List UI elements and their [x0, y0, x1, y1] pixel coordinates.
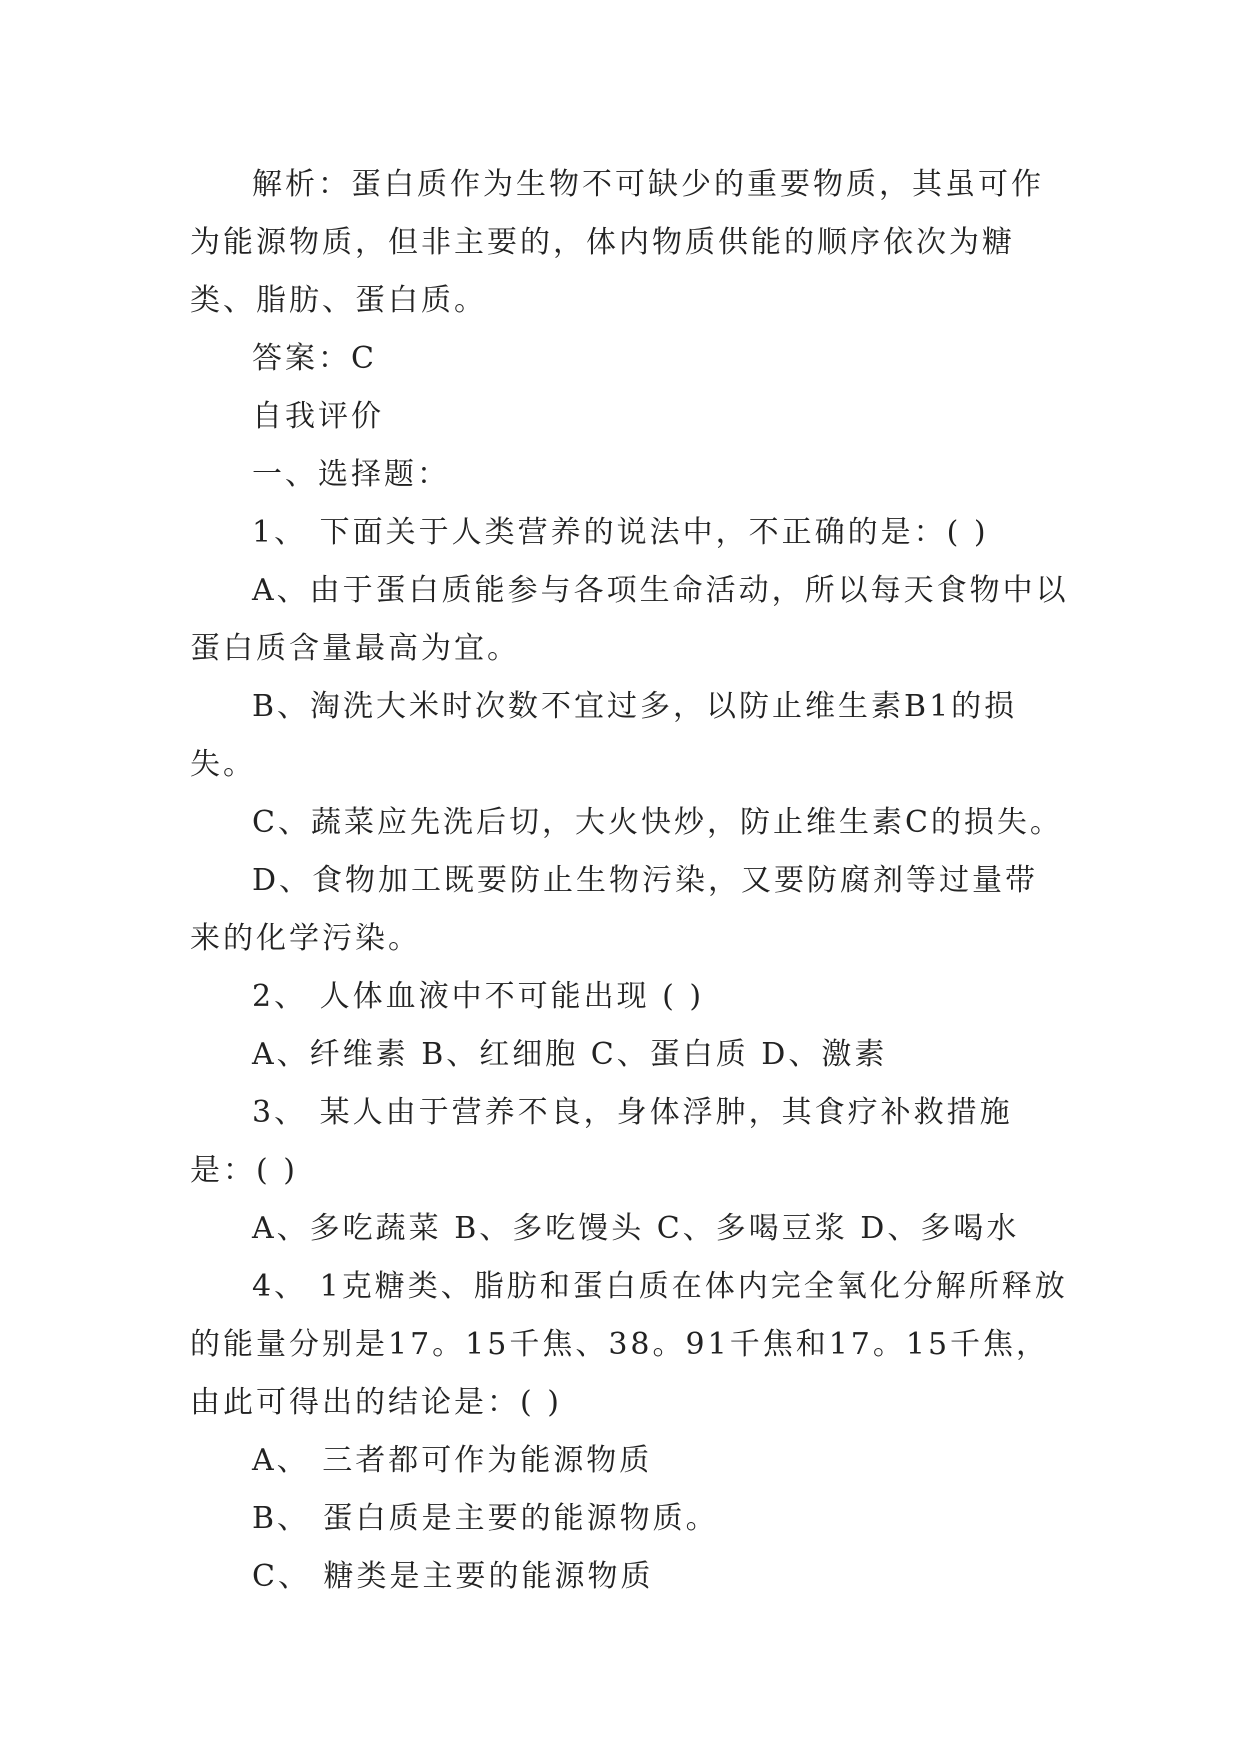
question-1-option-d: D、食物加工既要防止生物污染，又要防腐剂等过量带来的化学污染。 — [190, 863, 1039, 956]
question-4: 4、 1克糖类、脂肪和蛋白质在体内完全氧化分解所释放的能量分别是17。15千焦、38。91千焦和17。15千焦，由此可得出的结论是：( ) — [190, 1269, 1068, 1420]
question-4-option-a: A、 三者都可作为能源物质 — [252, 1443, 653, 1478]
question-4-option-b: B、 蛋白质是主要的能源物质。 — [252, 1501, 719, 1536]
question-2: 2、 人体血液中不可能出现 ( ) — [252, 979, 705, 1014]
question-3-options: A、多吃蔬菜 B、多吃馒头 C、多喝豆浆 D、多喝水 — [252, 1211, 1020, 1246]
analysis-paragraph: 解析：蛋白质作为生物不可缺少的重要物质，其虽可作为能源物质，但非主要的，体内物质供能的顺序依次为糖类、脂肪、蛋白质。 — [190, 167, 1044, 318]
question-1-option-b: B、淘洗大米时次数不宜过多，以防止维生素B1的损失。 — [190, 689, 1018, 782]
document-body — [190, 156, 1070, 1606]
question-1-option-c: C、蔬菜应先洗后切，大火快炒，防止维生素C的损失。 — [252, 805, 1063, 840]
question-3: 3、 某人由于营养不良，身体浮肿，其食疗补救措施是：( ) — [190, 1095, 1013, 1188]
section-heading-multiple-choice: 一、选择题： — [252, 457, 450, 492]
question-2-options: A、纤维素 B、红细胞 C、蛋白质 D、激素 — [252, 1037, 888, 1072]
section-heading-self-evaluation: 自我评价 — [252, 399, 384, 434]
question-1: 1、 下面关于人类营养的说法中，不正确的是：( ) — [252, 515, 989, 550]
question-4-option-c: C、 糖类是主要的能源物质 — [252, 1559, 654, 1594]
answer-line: 答案：C — [252, 341, 377, 376]
question-1-option-a: A、由于蛋白质能参与各项生命活动，所以每天食物中以蛋白质含量最高为宜。 — [190, 573, 1069, 666]
